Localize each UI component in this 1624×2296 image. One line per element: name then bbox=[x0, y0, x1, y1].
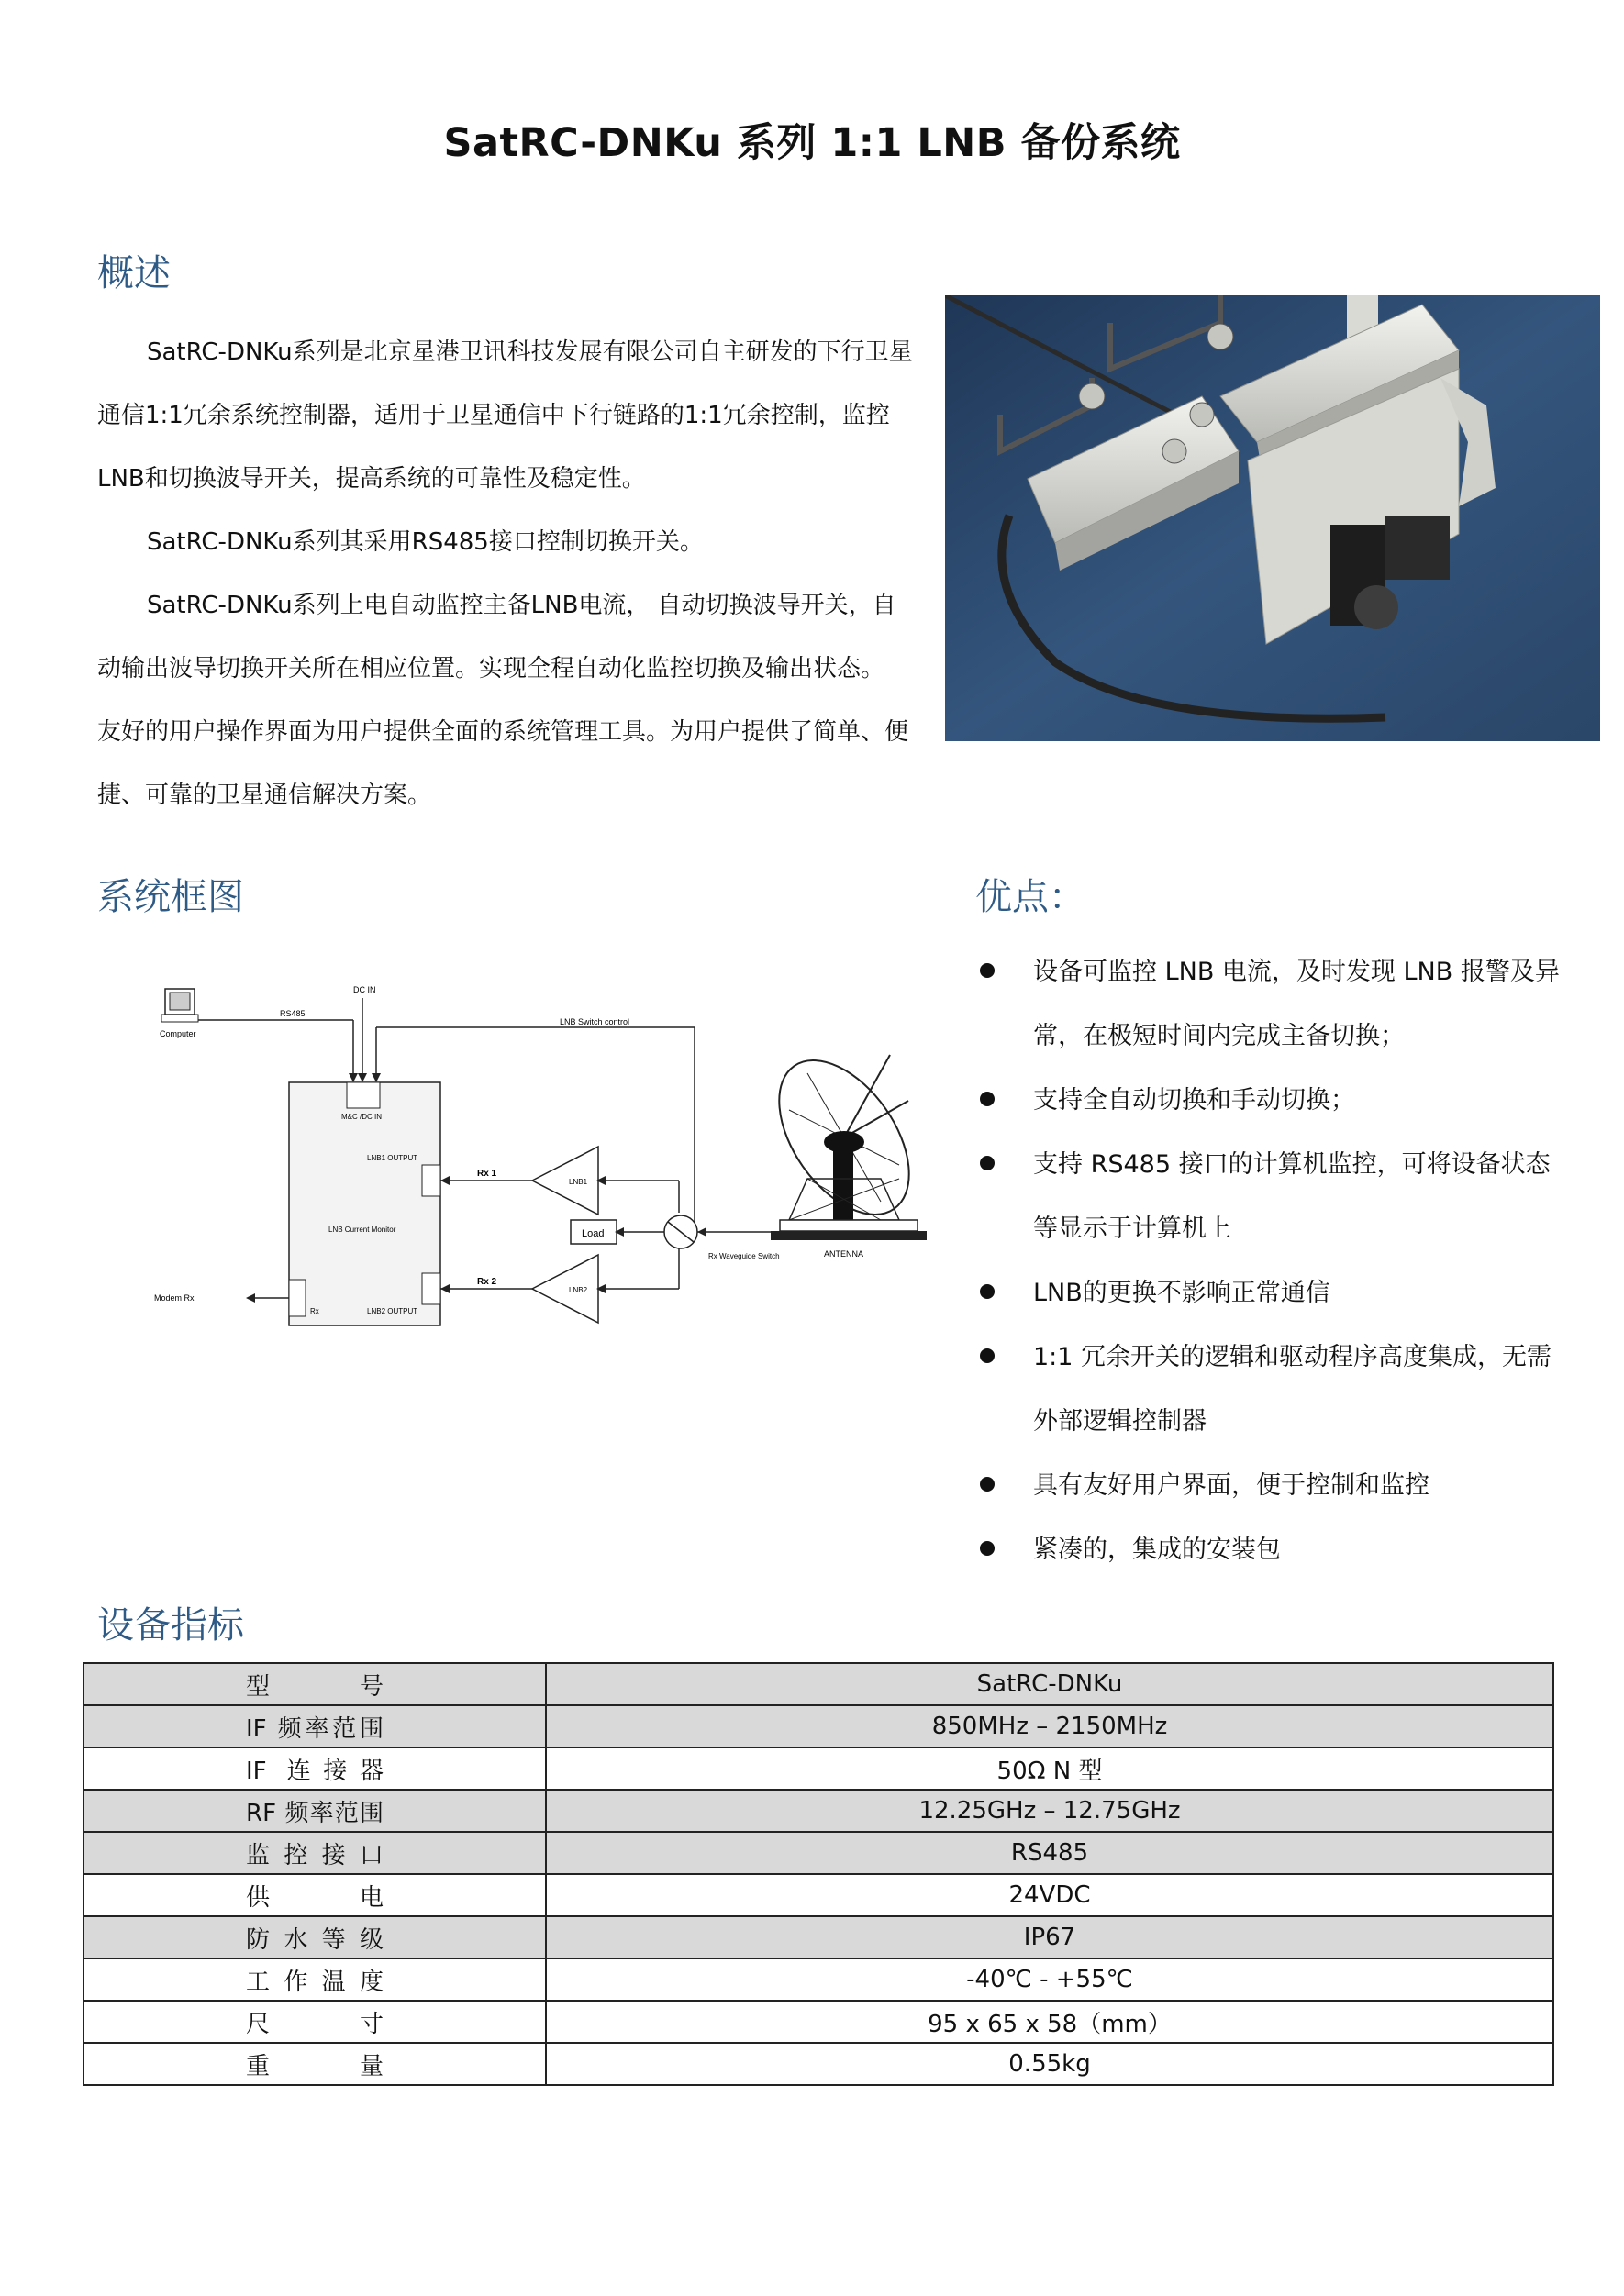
computer-label: Computer bbox=[160, 1029, 196, 1038]
table-row bbox=[83, 2043, 1553, 2085]
spec-label: 尺寸 bbox=[246, 2010, 384, 2038]
spec-label: 工作温度 bbox=[246, 1968, 384, 1996]
page-title: SatRC-DNKu 系列 1:1 LNB 备份系统 bbox=[443, 120, 1181, 166]
spec-value: RS485 bbox=[546, 1832, 1553, 1874]
spec-label: RF 频率范围 bbox=[246, 1799, 384, 1827]
modem-rx-label: Modem Rx bbox=[154, 1293, 195, 1303]
spec-label: IF 连接器 bbox=[246, 1757, 384, 1785]
overview-heading: 概述 bbox=[97, 252, 171, 294]
lnb-current-monitor-label: LNB Current Monitor bbox=[328, 1226, 396, 1234]
load-label: Load bbox=[582, 1228, 605, 1239]
advantages-list bbox=[973, 940, 1560, 1582]
mc-dc-in-label: M&C /DC IN bbox=[341, 1113, 382, 1121]
overview-paragraph: SatRC-DNKu系列上电自动监控主备LNB电流， 自动切换波导开关，自动输出波导切换开关所在相应位置。实现全程自动化监控切换及输出状态。 bbox=[97, 592, 896, 682]
system-block-diagram bbox=[147, 972, 936, 1339]
table-row bbox=[83, 1916, 1553, 1958]
bullet-icon bbox=[980, 1156, 995, 1170]
advantages-heading: 优点： bbox=[975, 876, 1085, 918]
product-photo bbox=[945, 295, 1600, 741]
list-item: 具有友好用户界面，便于控制和监控 bbox=[973, 1454, 1560, 1518]
table-row bbox=[83, 1705, 1553, 1747]
overview-paragraph: SatRC-DNKu系列其采用RS485接口控制切换开关。 bbox=[147, 528, 704, 556]
spec-value: 850MHz – 2150MHz bbox=[546, 1705, 1553, 1747]
table-row bbox=[83, 2001, 1553, 2043]
antenna-icon bbox=[752, 1037, 935, 1240]
spec-label: 防水等级 bbox=[246, 1925, 384, 1954]
spec-label: 重量 bbox=[246, 2052, 384, 2080]
list-item: LNB的更换不影响正常通信 bbox=[973, 1261, 1560, 1325]
spec-label: 型号 bbox=[246, 1672, 384, 1701]
table-row bbox=[83, 1832, 1553, 1874]
list-item: 设备可监控 LNB 电流，及时发现 LNB 报警及异常，在极短时间内完成主备切换； bbox=[973, 940, 1560, 1069]
spec-value: SatRC-DNKu bbox=[546, 1663, 1553, 1705]
diagram-heading: 系统框图 bbox=[97, 876, 244, 918]
spec-value: 0.55kg bbox=[546, 2043, 1553, 2085]
lnb-switch-control-label: LNB Switch control bbox=[560, 1017, 630, 1026]
lnb2-label: LNB2 bbox=[569, 1286, 588, 1294]
rs485-label: RS485 bbox=[280, 1009, 306, 1018]
list-item: 1:1 冗余开关的逻辑和驱动程序高度集成，无需外部逻辑控制器 bbox=[973, 1325, 1560, 1454]
overview-text bbox=[97, 321, 918, 827]
table-row bbox=[83, 1747, 1553, 1790]
computer-icon bbox=[161, 989, 198, 1022]
lnb1-output-label: LNB1 OUTPUT bbox=[367, 1154, 418, 1162]
bullet-icon bbox=[980, 1092, 995, 1106]
spec-label: 供电 bbox=[246, 1883, 384, 1912]
list-item: 紧凑的，集成的安装包 bbox=[973, 1518, 1560, 1582]
bullet-icon bbox=[980, 1541, 995, 1556]
lnb1-amplifier bbox=[532, 1147, 598, 1215]
spec-value: -40℃ - +55℃ bbox=[546, 1958, 1553, 2001]
list-item: 支持 RS485 接口的计算机监控，可将设备状态等显示于计算机上 bbox=[973, 1133, 1560, 1261]
bullet-icon bbox=[980, 1477, 995, 1492]
table-row bbox=[83, 1790, 1553, 1832]
rx-waveguide-switch-label: Rx Waveguide Switch bbox=[708, 1252, 780, 1260]
overview-paragraph: 友好的用户操作界面为用户提供全面的系统管理工具。为用户提供了简单、便捷、可靠的卫星通信解决方案。 bbox=[97, 718, 909, 809]
spec-value: IP67 bbox=[546, 1916, 1553, 1958]
bullet-icon bbox=[980, 963, 995, 978]
bullet-icon bbox=[980, 1284, 995, 1299]
overview-paragraph: SatRC-DNKu系列是北京星港卫讯科技发展有限公司自主研发的下行卫星通信1:1冗余系统控制器，适用于卫星通信中下行链路的1:1冗余控制，监控LNB和切换波导开关，提高系统的可靠性及稳定性。 bbox=[97, 338, 913, 493]
rx-port-label: Rx bbox=[310, 1307, 319, 1315]
lnb2-output-label: LNB2 OUTPUT bbox=[367, 1307, 418, 1315]
lnb1-label: LNB1 bbox=[569, 1178, 588, 1186]
specs-heading: 设备指标 bbox=[97, 1604, 244, 1647]
rx2-label: Rx 2 bbox=[477, 1277, 497, 1287]
spec-value: 24VDC bbox=[546, 1874, 1553, 1916]
spec-table bbox=[83, 1662, 1554, 2086]
table-row bbox=[83, 1663, 1553, 1705]
table-row bbox=[83, 1874, 1553, 1916]
spec-value: 95 x 65 x 58（mm） bbox=[546, 2001, 1553, 2043]
spec-value: 50Ω N 型 bbox=[546, 1747, 1553, 1790]
dc-in-label: DC IN bbox=[353, 985, 376, 994]
table-row bbox=[83, 1958, 1553, 2001]
spec-value: 12.25GHz – 12.75GHz bbox=[546, 1790, 1553, 1832]
rx1-label: Rx 1 bbox=[477, 1169, 497, 1179]
list-item: 支持全自动切换和手动切换； bbox=[973, 1069, 1560, 1133]
spec-label: 监控接口 bbox=[246, 1841, 384, 1869]
lnb2-amplifier bbox=[532, 1255, 598, 1323]
bullet-icon bbox=[980, 1348, 995, 1363]
spec-label: IF 频率范围 bbox=[246, 1714, 384, 1743]
antenna-label: ANTENNA bbox=[824, 1249, 864, 1259]
